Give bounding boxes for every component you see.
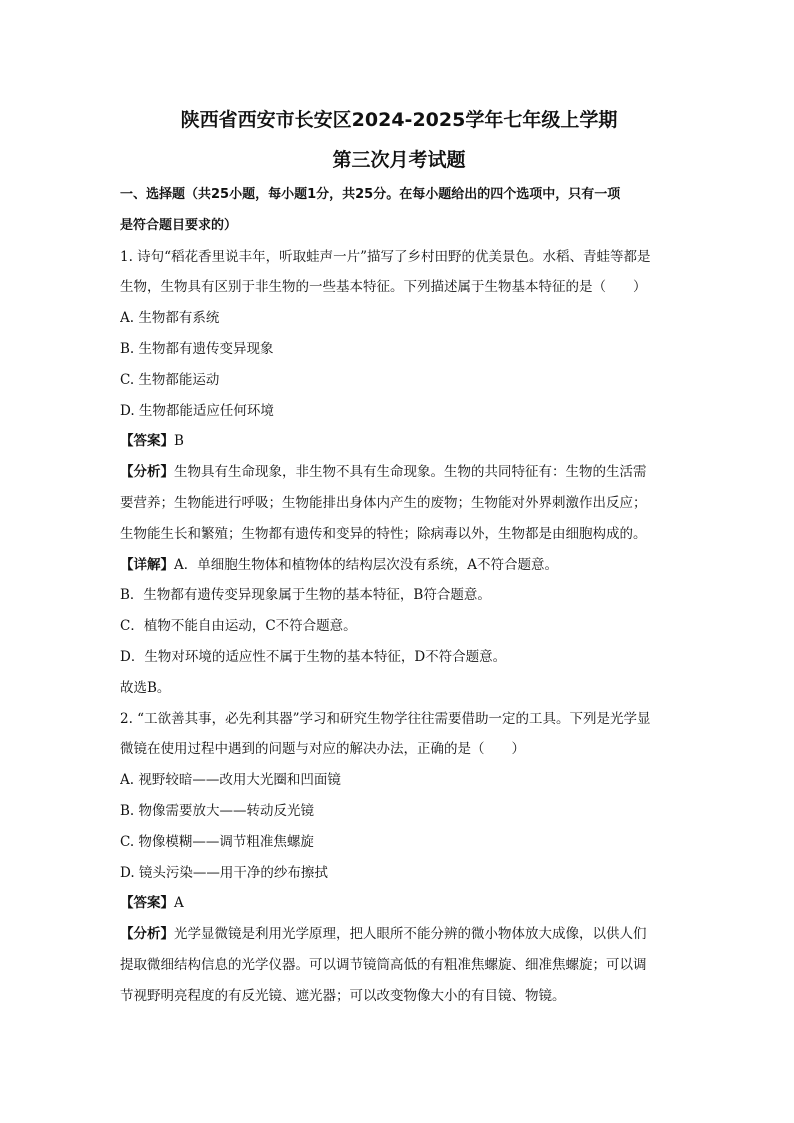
q1-answer xyxy=(120,426,678,457)
q1-conclusion: 故选B。 xyxy=(120,679,171,696)
q2-stem-line-1: 2. “工欲善其事，必先利其器”学习和研究生物学往往需要借助一定的工具。下列是光学显 xyxy=(120,710,651,727)
q1-analysis-line-2: 要营养；生物能进行呼吸；生物能排出身体内产生的废物；生物能对外界刺激作出反应； xyxy=(120,494,647,511)
q1-option-d: D. 生物都能适应任何环境 xyxy=(120,402,274,419)
q2-option-c: C. 物像模糊——调节粗准焦螺旋 xyxy=(120,833,314,850)
q2-analysis-line-1 xyxy=(120,919,678,950)
section-heading-line-1: 一、选择题（共25小题，每小题1分，共25分。在每小题给出的四个选项中，只有一项 xyxy=(120,187,621,202)
section-heading-line-2: 是符合题目要求的） xyxy=(120,217,238,233)
q1-option-a: A. 生物都有系统 xyxy=(120,310,220,327)
q2-option-b: B. 物像需要放大——转动反光镜 xyxy=(120,802,315,819)
q1-answer-value: B xyxy=(174,433,184,450)
q1-detail-line-4: D．生物对环境的适应性不属于生物的基本特征，D不符合题意。 xyxy=(120,648,507,665)
q1-stem-line-1: 1. 诗句“稻花香里说丰年，听取蛙声一片”描写了乡村田野的优美景色。水稻、青蛙等都是 xyxy=(120,248,651,265)
q2-answer-value: A xyxy=(174,895,184,912)
q1-analysis-line-1 xyxy=(120,457,678,488)
q1-option-b: B. 生物都有遗传变异现象 xyxy=(120,340,274,357)
q2-analysis-line-3: 节视野明亮程度的有反光镜、遮光器；可以改变物像大小的有目镜、物镜。 xyxy=(120,987,566,1004)
q2-analysis-tag: 【分析】 xyxy=(120,926,174,943)
q1-analysis-text-1: 生物具有生命现象，非生物不具有生命现象。生物的共同特征有：生物的生活需 xyxy=(174,464,647,481)
q1-detail-line-2: B．生物都有遗传变异现象属于生物的基本特征，B符合题意。 xyxy=(120,587,491,604)
q2-option-d: D. 镜头污染——用干净的纱布擦拭 xyxy=(120,864,328,881)
document-content xyxy=(120,100,678,1012)
document-title-line-2: 第三次月考试题 xyxy=(332,149,466,171)
q1-detail-text-1: A．单细胞生物体和植物体的结构层次没有系统，A不符合题意。 xyxy=(174,556,558,573)
q2-analysis-text-1: 光学显微镜是利用光学原理，把人眼所不能分辨的微小物体放大成像，以供人们 xyxy=(174,926,647,943)
q1-detail-tag: 【详解】 xyxy=(120,556,174,573)
q1-analysis-line-3: 生物能生长和繁殖；生物都有遗传和变异的特性；除病毒以外，生物都是由细胞构成的。 xyxy=(120,525,647,542)
q2-answer-tag: 【答案】 xyxy=(120,895,174,912)
q2-answer xyxy=(120,888,678,919)
document-title-line-1: 陕西省西安市长安区2024-2025学年七年级上学期 xyxy=(180,109,618,131)
q2-stem-line-2: 微镜在使用过程中遇到的问题与对应的解决办法，正确的是（ ） xyxy=(120,741,525,758)
q1-detail-line-3: C．植物不能自由运动，C不符合题意。 xyxy=(120,618,357,635)
q2-option-a: A. 视野较暗——改用大光圈和凹面镜 xyxy=(120,772,341,789)
q1-answer-tag: 【答案】 xyxy=(120,433,174,450)
q2-analysis-line-2: 提取微细结构信息的光学仪器。可以调节镜筒高低的有粗准焦螺旋、细准焦螺旋；可以调 xyxy=(120,956,647,973)
q1-detail-line-1 xyxy=(120,550,678,581)
q1-option-c: C. 生物都能运动 xyxy=(120,371,220,388)
q1-analysis-tag: 【分析】 xyxy=(120,464,174,481)
q1-stem-line-2: 生物，生物具有区别于非生物的一些基本特征。下列描述属于生物基本特征的是（ ） xyxy=(120,279,647,296)
